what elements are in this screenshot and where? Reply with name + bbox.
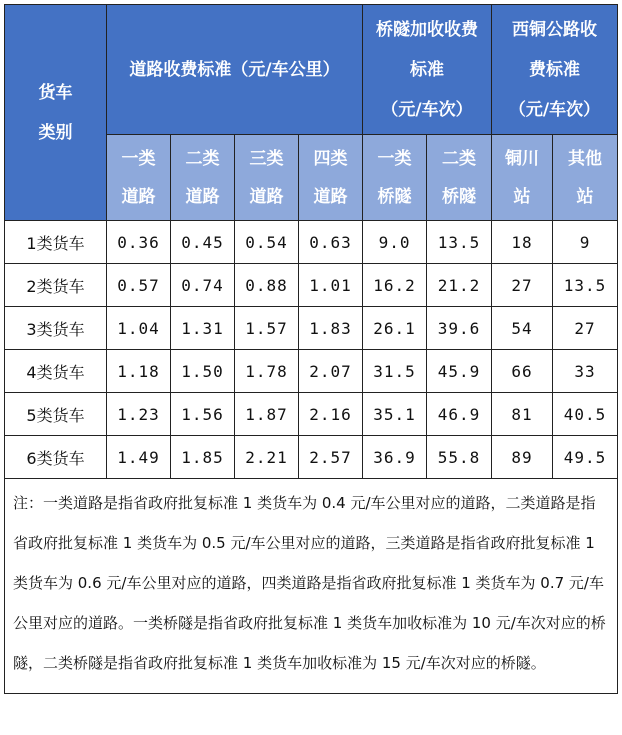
table-cell: 0.57: [107, 264, 171, 307]
row-category: 6类货车: [5, 436, 107, 479]
table-cell: 9.0: [363, 221, 427, 264]
row-category: 2类货车: [5, 264, 107, 307]
table-footnote: 注：一类道路是指省政府批复标准 1 类货车为 0.4 元/车公里对应的道路，二类道路是指省政府批复标准 1 类货车为 0.5 元/车公里对应的道路，三类道路是指省政府批复标准 1 类货车为 0.6 元/车公里对应的道路，四类道路是指省政府批复标准 1 类货车为 0.7 元/车公里对应的道路。一类桥隧是指省政府批复标准 1 类货车加收标准为 10 元/车次对应的桥隧，二类桥隧是指省政府批复标准 1 类货车加收标准为 15 元/车次对应的桥隧。: [5, 479, 618, 694]
table-cell: 13.5: [553, 264, 618, 307]
table-cell: 2.07: [299, 350, 363, 393]
table-cell: 1.56: [171, 393, 235, 436]
table-cell: 39.6: [427, 307, 492, 350]
table-cell: 26.1: [363, 307, 427, 350]
table-cell: 40.5: [553, 393, 618, 436]
table-cell: 16.2: [363, 264, 427, 307]
row-category: 1类货车: [5, 221, 107, 264]
header-road-fee: 道路收费标准（元/车公里）: [107, 5, 363, 135]
row-category: 3类货车: [5, 307, 107, 350]
table-cell: 0.63: [299, 221, 363, 264]
header-xitong-highway-fee: 西铜公路收 费标准 （元/车次）: [492, 5, 618, 135]
table-cell: 1.83: [299, 307, 363, 350]
subheader-road-class-3: 三类 道路: [235, 135, 299, 221]
table-row: [5, 350, 618, 393]
table-cell: 1.01: [299, 264, 363, 307]
table-cell: 35.1: [363, 393, 427, 436]
table-row: [5, 307, 618, 350]
table-cell: 1.49: [107, 436, 171, 479]
table-cell: 2.57: [299, 436, 363, 479]
subheader-bridge-class-2: 二类 桥隧: [427, 135, 492, 221]
table-cell: 55.8: [427, 436, 492, 479]
table-cell: 1.31: [171, 307, 235, 350]
table-cell: 1.23: [107, 393, 171, 436]
table-cell: 31.5: [363, 350, 427, 393]
table-cell: 1.04: [107, 307, 171, 350]
table-cell: 36.9: [363, 436, 427, 479]
table-cell: 0.45: [171, 221, 235, 264]
table-cell: 18: [492, 221, 553, 264]
table-cell: 81: [492, 393, 553, 436]
table-cell: 45.9: [427, 350, 492, 393]
table-row: [5, 264, 618, 307]
subheader-road-class-4: 四类 道路: [299, 135, 363, 221]
table-cell: 46.9: [427, 393, 492, 436]
table-cell: 1.50: [171, 350, 235, 393]
subheader-other-stations: 其他 站: [553, 135, 618, 221]
table-cell: 54: [492, 307, 553, 350]
table-cell: 49.5: [553, 436, 618, 479]
subheader-road-class-2: 二类 道路: [171, 135, 235, 221]
table-cell: 1.18: [107, 350, 171, 393]
subheader-road-class-1: 一类 道路: [107, 135, 171, 221]
table-cell: 0.74: [171, 264, 235, 307]
table-row: [5, 393, 618, 436]
table-cell: 27: [553, 307, 618, 350]
table-cell: 1.87: [235, 393, 299, 436]
table-cell: 2.21: [235, 436, 299, 479]
table-row: [5, 221, 618, 264]
toll-table: [4, 4, 618, 694]
subheader-tongchuan-station: 铜川 站: [492, 135, 553, 221]
table-cell: 89: [492, 436, 553, 479]
subheader-bridge-class-1: 一类 桥隧: [363, 135, 427, 221]
table-cell: 13.5: [427, 221, 492, 264]
table-cell: 33: [553, 350, 618, 393]
table-cell: 0.88: [235, 264, 299, 307]
table-cell: 1.78: [235, 350, 299, 393]
table-cell: 0.54: [235, 221, 299, 264]
table-cell: 27: [492, 264, 553, 307]
row-category: 5类货车: [5, 393, 107, 436]
header-bridge-tunnel-fee: 桥隧加收收费 标准 （元/车次）: [363, 5, 492, 135]
header-truck-category: 货车 类别: [5, 5, 107, 221]
table-cell: 66: [492, 350, 553, 393]
row-category: 4类货车: [5, 350, 107, 393]
table-cell: 2.16: [299, 393, 363, 436]
table-cell: 0.36: [107, 221, 171, 264]
table-cell: 1.57: [235, 307, 299, 350]
table-cell: 9: [553, 221, 618, 264]
table-row: [5, 436, 618, 479]
table-cell: 21.2: [427, 264, 492, 307]
table-cell: 1.85: [171, 436, 235, 479]
